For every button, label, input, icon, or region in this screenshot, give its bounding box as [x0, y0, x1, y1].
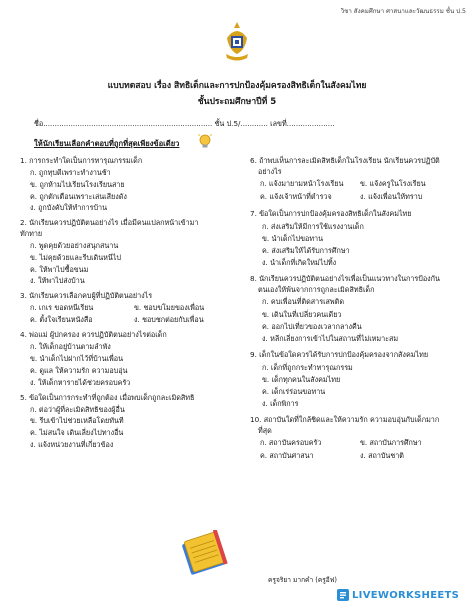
- teacher-credit: ครูจริยา มากคำ (ครูอีฟ): [268, 576, 337, 584]
- question-text: ทักทาย: [20, 228, 43, 238]
- answer-option[interactable]: ค. เด็กเร่ร่อนขอทาน: [262, 387, 326, 396]
- answer-option[interactable]: ค. ส่งเสริมให้ได้รับการศึกษา: [262, 245, 350, 255]
- answer-option[interactable]: ข. แจ้งครูในโรงเรียน: [360, 179, 426, 188]
- answer-option[interactable]: ก. เด็กที่ถูกกระทำทารุณกรรม: [262, 362, 353, 372]
- answer-option[interactable]: ค. ดูแล ให้ความรัก ความอบอุ่น: [30, 365, 128, 375]
- answer-option[interactable]: ข. รีบเข้าไปช่วยเหลือโดยทันที: [30, 416, 124, 426]
- answer-option[interactable]: ก. เกเร ขอดหนีเรียน: [30, 303, 94, 313]
- answer-option[interactable]: ข. ไม่คุยด้วยและรีบเดินหนีไป: [30, 252, 121, 262]
- answer-option[interactable]: ค. ตั้งใจเรียนหนังสือ: [30, 315, 93, 325]
- question-text: 6. ถ้าพบเห็นการละเมิดสิทธิเด็กในโรงเรียน นักเรียนควรปฏิบัติ: [250, 156, 440, 165]
- answer-option[interactable]: ข. ชอบขโมยของเพื่อน: [134, 303, 205, 313]
- question-text: ที่สุด: [258, 425, 272, 435]
- question-text: 2. นักเรียนควรปฏิบัติตนอย่างไร เมื่อมีคนแปลกหน้าเข้ามา: [20, 218, 199, 228]
- grade-level: ชั้นประถมศึกษาปีที่ 5: [197, 97, 277, 107]
- question-text: 8. นักเรียนควรปฏิบัติตนอย่างไรเพื่อเป็นแนวทางในการป้องกัน: [250, 274, 440, 284]
- answer-option[interactable]: ค. ออกไปเที่ยวของเวลากลางคืน: [262, 321, 362, 331]
- subject-header: วิชา สังคมศึกษา ศาสนาและวัฒนธรรม ชั้น ป.5: [340, 8, 466, 15]
- question-text: อย่างไร: [258, 166, 282, 176]
- answer-option[interactable]: ก. แจ้งมายามหน้าโรงเรียน: [260, 179, 344, 188]
- answer-option[interactable]: ก. ต่อว่าผู้ที่ละเมิดสิทธิของผู้อื่น: [30, 404, 125, 414]
- answer-option[interactable]: ค. สถาบันศาสนา: [260, 451, 314, 461]
- answer-option[interactable]: ข. สถาบันการศึกษา: [360, 438, 422, 448]
- answer-option[interactable]: ค. แจ้งเจ้าหน้าที่ตำรวจ: [260, 192, 332, 201]
- answer-option[interactable]: ก. คบเพื่อนที่ติดสารเสพติด: [262, 297, 344, 307]
- answer-option[interactable]: ข. นำเด็กไปขอทาน: [262, 233, 324, 243]
- question-text: 7. ข้อใดเป็นการปกป้องคุ้มครองสิทธิเด็กในสังคมไทย: [250, 209, 412, 218]
- answer-option[interactable]: ข. เดินในที่เปลี่ยวคนเดียว: [262, 309, 342, 319]
- school-logo: [223, 20, 251, 64]
- question-text: 3. นักเรียนควรเลือกคบผู้ที่ปฏิบัติตนอย่างไร: [20, 291, 153, 301]
- student-info-line: ชื่อ.......................................................................... ชั้น ป.5/............ เลขที่.....................: [34, 119, 335, 128]
- liveworksheets-logo: [337, 588, 459, 602]
- question-text: 1. การกระทำใดเป็นการทารุณกรรมเด็ก: [20, 156, 143, 165]
- answer-option[interactable]: ง. ให้เด็กหารายได้ช่วยครอบครัว: [30, 377, 131, 387]
- question-text: 10. สถาบันใดที่ใกล้ชิดและให้ความรัก ความอบอุ่นกับเด็กมาก: [250, 415, 440, 425]
- answer-option[interactable]: ข. ถูกห้ามไปเรียนโรงเรียนสาย: [30, 179, 125, 189]
- answer-option[interactable]: ง. ชอบชกต่อยกับเพื่อน: [134, 315, 204, 325]
- answer-option[interactable]: ง. ถูกบังคับให้ทำการบ้าน: [30, 203, 108, 213]
- instruction-text: ให้นักเรียนเลือกคำตอบที่ถูกที่สุดเพียงข้อเดียว: [34, 139, 180, 148]
- answer-option[interactable]: ค. ถูกตักเตือนเพราะเล่นเสียงดัง: [30, 191, 127, 201]
- answer-option[interactable]: ข. เด็กทุกคนในสังคมไทย: [262, 374, 341, 384]
- answer-option[interactable]: ก. ให้เด็กอยู่บ้านตามลำพัง: [30, 342, 111, 352]
- answer-option[interactable]: ง. หลีกเลี่ยงการเข้าไปในสถานที่ไม่เหมาะสม: [262, 333, 399, 343]
- lightbulb-icon: [198, 134, 212, 150]
- question-text: 4. พ่อแม่ ผู้ปกครอง ควรปฏิบัติตนอย่างไรต่อเด็ก: [20, 330, 167, 340]
- answer-option[interactable]: ง. แจ้งหน่วยงานที่เกี่ยวข้อง: [30, 439, 114, 449]
- answer-option[interactable]: ง. เด็กพิการ: [262, 399, 299, 409]
- answer-option[interactable]: ก. ถูกทุบตีเพราะทำงานช้า: [30, 168, 111, 177]
- answer-option[interactable]: ง. สถาบันชาติ: [360, 451, 404, 461]
- answer-option[interactable]: ก. สถาบันครอบครัว: [260, 438, 322, 448]
- answer-option[interactable]: ค. ให้พาไปซื้อขนม: [30, 264, 89, 274]
- answer-option[interactable]: ง. ให้พาไปส่งบ้าน: [30, 276, 85, 286]
- school-emblem-icon: [223, 20, 251, 64]
- answer-option[interactable]: ค. ไม่สนใจ เดินเลี่ยงไปทางอื่น: [30, 428, 124, 438]
- liveworksheets-icon: [337, 589, 349, 601]
- question-text: ตนเองให้พ้นจากการถูกละเมิดสิทธิเด็ก: [258, 284, 375, 294]
- answer-option[interactable]: ง. แจ้งเพื่อนให้ทราบ: [360, 192, 423, 201]
- answer-option[interactable]: ข. นำเด็กไปฝากไว้ที่บ้านเพื่อน: [30, 353, 124, 363]
- answer-option[interactable]: ง. นำเด็กที่เกิดใหม่ไปทิ้ง: [262, 258, 337, 268]
- notebook-illustration-icon: [176, 530, 234, 580]
- question-text: 9. เด็กในข้อใดควรได้รับการปกป้องคุ้มครองจากสังคมไทย: [250, 350, 429, 360]
- brand-text: LIVEWORKSHEETS: [352, 589, 460, 601]
- test-title: แบบทดสอบ เรื่อง สิทธิเด็กและการปกป้องคุ้มครองสิทธิเด็กในสังคมไทย: [107, 81, 367, 91]
- question-text: 5. ข้อใดเป็นการกระทำที่ถูกต้อง เมื่อพบเด็กถูกละเมิดสิทธิ: [20, 392, 195, 402]
- answer-option[interactable]: ก. ส่งเสริมให้มีการใช้แรงงานเด็ก: [262, 221, 364, 231]
- answer-option[interactable]: ก. พูดคุยด้วยอย่างสนุกสนาน: [30, 240, 119, 250]
